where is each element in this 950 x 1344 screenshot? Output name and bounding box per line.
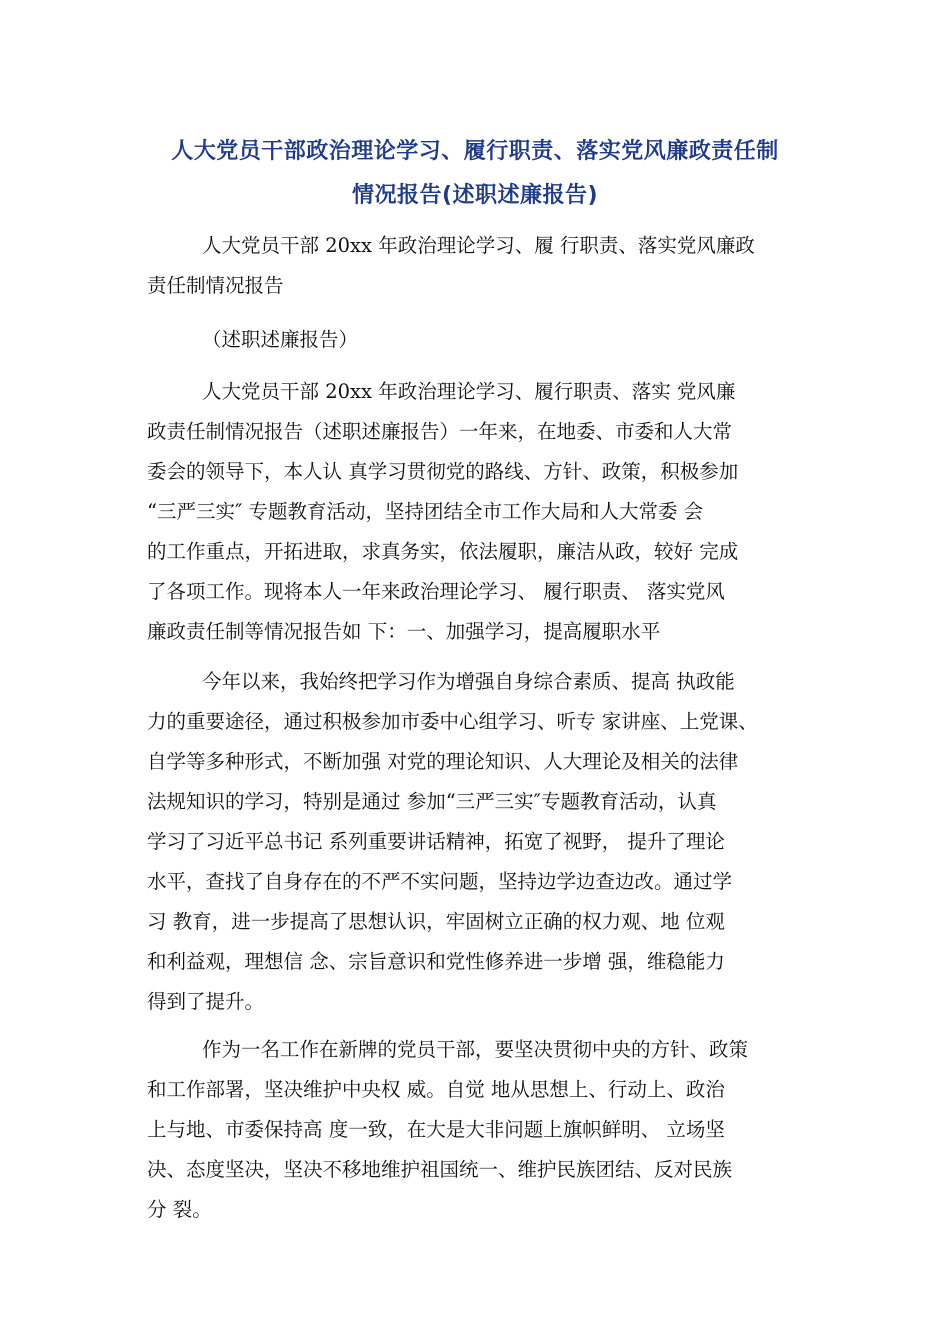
paragraph-line: 和利益观，理想信 念、宗旨意识和党性修养进一步增 强，维稳能力 — [147, 950, 725, 973]
paragraph-line: 了各项工作。现将本人一年来政治理论学习、 履行职责、 落实党风 — [147, 580, 725, 603]
paragraph-line: 委会的领导下，本人认 真学习贯彻党的路线、方针、政策，积极参加 — [147, 460, 739, 483]
paragraph-loyalty — [147, 1030, 807, 1230]
paragraph-line: 人大党员干部 20xx 年政治理论学习、履行职责、落实 党风廉 — [202, 380, 736, 403]
document-title-line-1: 人大党员干部政治理论学习、履行职责、落实党风廉政责任制 — [171, 139, 779, 164]
paragraph-line: 的工作重点，开拓进取，求真务实，依法履职，廉洁从政，较好 完成 — [147, 540, 739, 563]
paragraph-line: 廉政责任制等情况报告如 下：一、加强学习，提高履职水平 — [147, 620, 661, 643]
paragraph-line: 水平，查找了自身存在的不严不实问题，坚持边学边查边改。通过学 — [147, 870, 733, 893]
paragraph-line: 分 裂。 — [147, 1198, 212, 1221]
paragraph-line: 政责任制情况报告（述职述廉报告）一年来，在地委、市委和人大常 — [147, 420, 733, 443]
paragraph-line: 人大党员干部 20xx 年政治理论学习、履 行职责、落实党风廉政 — [202, 234, 755, 257]
paragraph-line: 得到了提升。 — [147, 990, 265, 1013]
paragraph-line: 今年以来，我始终把学习作为增强自身综合素质、提高 执政能 — [202, 670, 735, 693]
paragraph-line: （述职述廉报告） — [202, 328, 359, 351]
document-title-line-2: 情况报告(述职述廉报告) — [351, 183, 599, 208]
paragraph-line: 责任制情况报告 — [147, 274, 284, 297]
paragraph-line: 决、态度坚决，坚决不移地维护祖国统一、维护民族团结、反对民族 — [147, 1158, 733, 1181]
paragraph-subtitle — [147, 320, 807, 360]
paragraph-line: 和工作部署，坚决维护中央权 威。自觉 地从思想上、行动上、政治 — [147, 1078, 725, 1101]
paragraph-line: 作为一名工作在新牌的党员干部，要坚决贯彻中央的方针、政策 — [202, 1038, 749, 1061]
paragraph-line: 自学等多种形式，不断加强 对党的理论知识、人大理论及相关的法律 — [147, 750, 739, 773]
paragraph-line: “三严三实″ 专题教育活动，坚持团结全市工作大局和人大常委 会 — [147, 500, 704, 523]
paragraph-line: 法规知识的学习，特别是通过 参加“三严三实″专题教育活动，认真 — [147, 790, 717, 813]
paragraph-line: 上与地、市委保持高 度一致，在大是大非问题上旗帜鲜明、 立场坚 — [147, 1118, 725, 1141]
paragraph-introduction — [147, 372, 807, 652]
paragraph-report-heading — [147, 226, 807, 306]
paragraph-line: 习 教育，进一步提高了思想认识，牢固树立正确的权力观、地 位观 — [147, 910, 725, 933]
paragraph-study — [147, 662, 807, 1022]
paragraph-line: 力的重要途径，通过积极参加市委中心组学习、听专 家讲座、上党课、 — [147, 710, 758, 733]
paragraph-line: 学习了习近平总书记 系列重要讲话精神，拓宽了视野， 提升了理论 — [147, 830, 725, 853]
